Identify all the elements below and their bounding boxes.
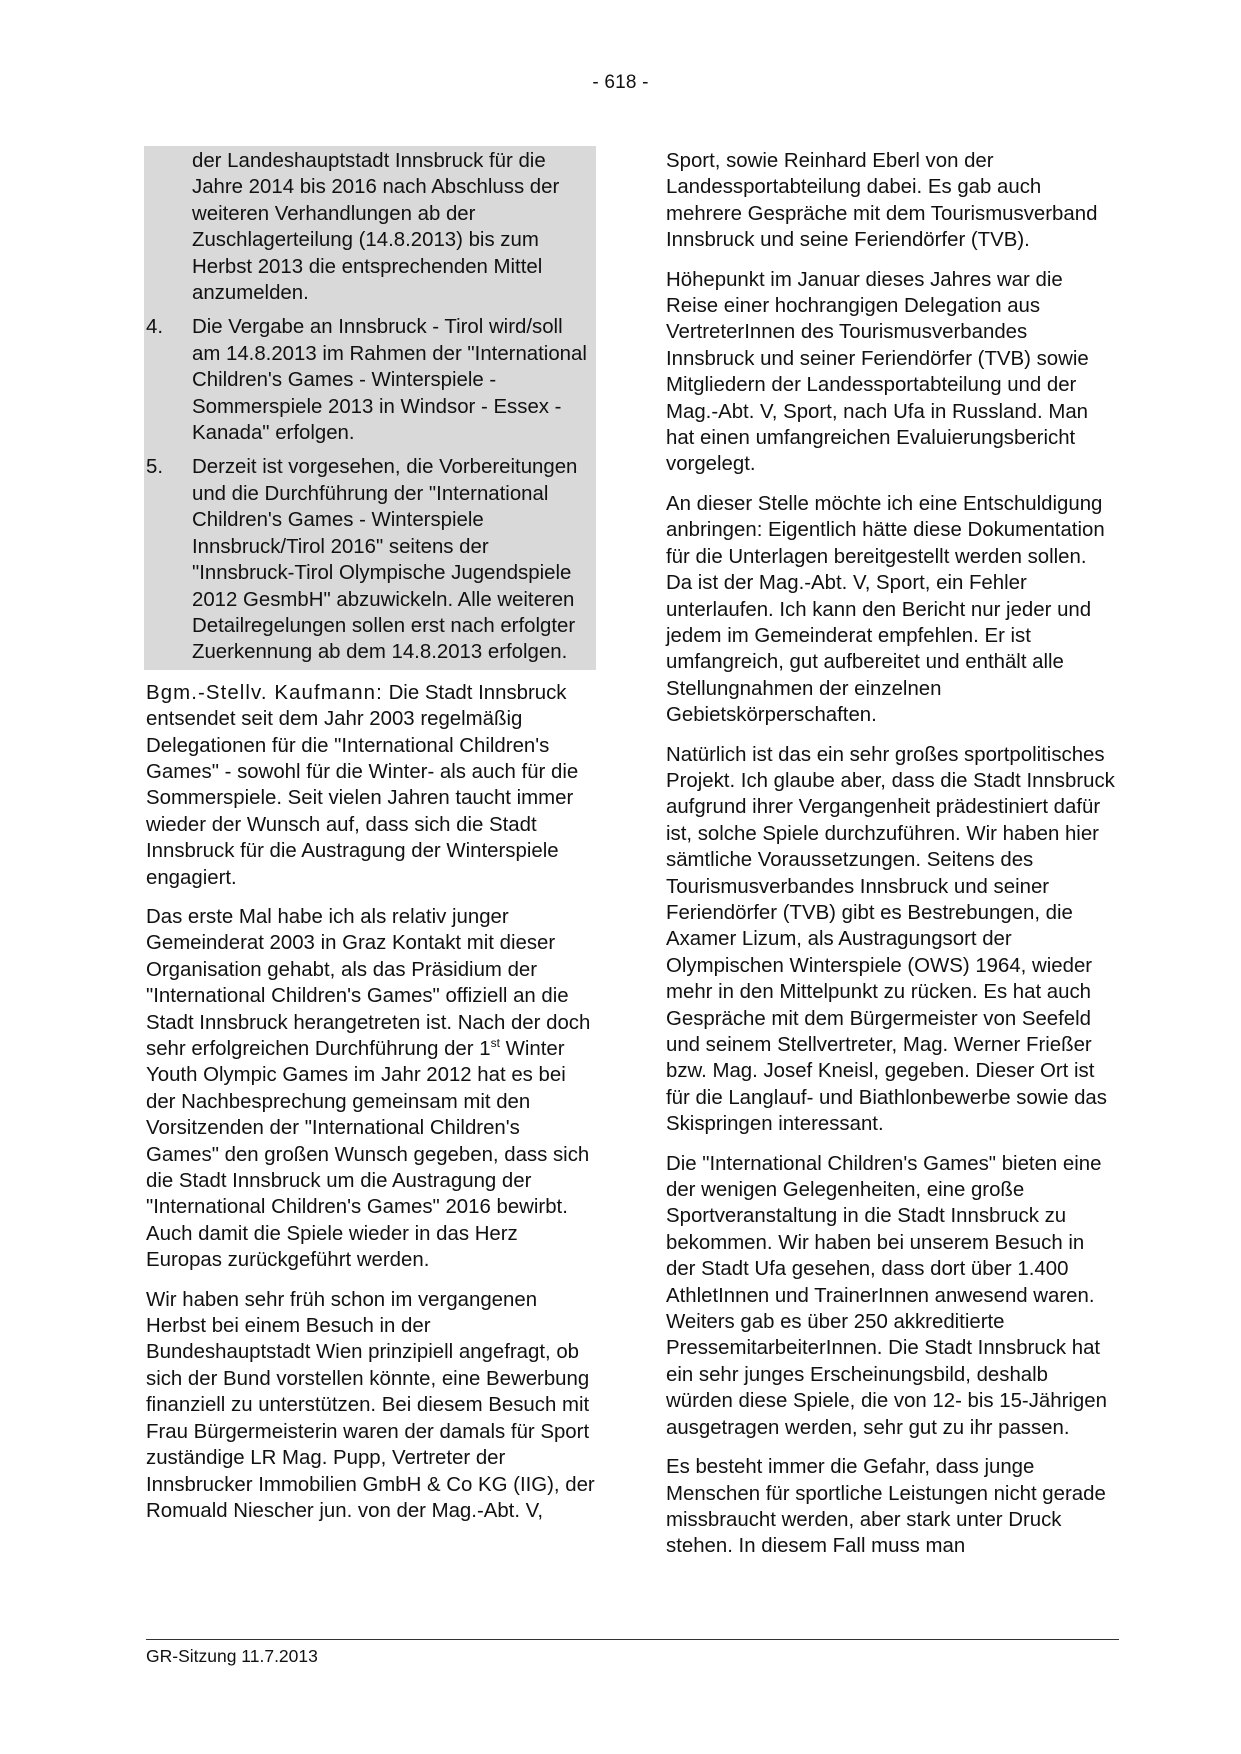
motion-item-4 xyxy=(146,314,592,446)
item-text: Derzeit ist vorgesehen, die Vorbereitungen und die Durchführung der "International Children's Games - Winterspiele Innsbruck/Tirol 2016" seitens der "Innsbruck-Tirol Olympische Jugendspiele 2012 GesmbH" abzuwickeln. Alle weiteren Detailregelungen sollen erst nach erfolgter Zuerkennung ab dem 14.8.2013 erfolgen. xyxy=(192,456,578,664)
item-number: 4. xyxy=(146,316,164,339)
item-number: 5. xyxy=(146,456,164,479)
paragraph-text: Die Stadt Innsbruck entsendet seit dem Jahr 2003 regelmäßig Delegationen für die "International Children's Games" - sowohl für die Winter- als auch für die Sommerspiele. Seit vielen Jahren taucht immer wieder der Wunsch auf, dass sich die Stadt Innsbruck für die Austragung der Winterspiele engagiert. xyxy=(146,681,579,889)
right-column xyxy=(666,148,1118,1573)
speech-paragraph-2 xyxy=(146,904,598,1274)
speech-paragraph-4: Sport, sowie Reinhard Eberl von der Landessportabteilung dabei. Es gab auch mehrere Gespräche mit dem Tourismusverband Innsbruck und seine Feriendörfer (TVB). xyxy=(666,150,1098,252)
motion-continuation: der Landeshauptstadt Innsbruck für die Jahre 2014 bis 2016 nach Abschluss der weiteren Verhandlungen ab der Zuschlagerteilung (14.8.2013) bis zum Herbst 2013 die entsprechenden Mittel anzumelden. xyxy=(192,150,560,305)
speech-paragraph-5: Höhepunkt im Januar dieses Jahres war die Reise einer hochrangigen Delegation aus VertreterInnen des Tourismusverbandes Innsbruck und seiner Feriendörfer (TVB) sowie Mitgliedern der Landessportabteilung und der Mag.-Abt. V, Sport, nach Ufa in Russland. Man hat einen umfangreichen Evaluierungsbericht vorgelegt. xyxy=(666,268,1089,476)
speech-paragraph-3: Wir haben sehr früh schon im vergangenen Herbst bei einem Besuch in der Bundeshauptstadt Wien prinzipiell angefragt, ob sich der Bund vorstellen könnte, eine Bewerbung finanziell zu unterstützen. Bei diesem Besuch mit Frau Bürgermeisterin waren der damals für Sport zuständige LR Mag. Pupp, Vertreter der Innsbrucker Immobilien GmbH & Co KG (IIG), der Romuald Niescher jun. von der Mag.-Abt. V, xyxy=(146,1288,595,1522)
speech-paragraph-8: Die "International Children's Games" bieten eine der wenigen Gelegenheiten, eine große Sportveranstaltung in die Stadt Innsbruck zu bekommen. Wir haben bei unserem Besuch in der Stadt Ufa gesehen, dass dort über 1.400 AthletInnen und TrainerInnen anwesend waren. Weiters gab es über 250 akkreditierte PressemitarbeiterInnen. Die Stadt Innsbruck hat ein sehr junges Erscheinungsbild, deshalb würden diese Spiele, die von 12- bis 15-Jährigen ausgetragen werden, sehr gut zu ihr passen. xyxy=(666,1152,1107,1439)
speech-paragraph-1 xyxy=(146,680,598,891)
speaker-name: Bgm.-Stellv. Kaufmann: xyxy=(146,681,383,704)
ordinal-superscript: st xyxy=(490,1036,500,1050)
item-text: Die Vergabe an Innsbruck - Tirol wird/soll am 14.8.2013 im Rahmen der "International Children's Games - Winterspiele - Sommerspiele 2013 in Windsor - Essex - Kanada" erfolgen. xyxy=(192,316,587,445)
footer-session-label: GR-Sitzung 11.7.2013 xyxy=(146,1646,318,1666)
paragraph-text-continued: Winter Youth Olympic Games im Jahr 2012 hat es bei der Nachbesprechung gemeinsam mit den Vorsitzenden der "International Children's Games" den großen Wunsch gegeben, dass sich die Stadt Innsbruck um die Austragung der "International Children's Games" 2016 bewirbt. Auch damit die Spiele wieder in das Herz Europas zurückgeführt werden. xyxy=(146,1038,590,1272)
motion-text-box xyxy=(144,146,596,670)
footer-divider xyxy=(146,1639,1119,1640)
speech-paragraph-7: Natürlich ist das ein sehr großes sportpolitisches Projekt. Ich glaube aber, dass die Stadt Innsbruck aufgrund ihrer Vergangenheit prädestiniert dafür ist, solche Spiele durchzuführen. Wir haben hier sämtliche Voraussetzungen. Seitens des Tourismusverbandes Innsbruck und seiner Feriendörfer (TVB) gibt es Bestrebungen, die Axamer Lizum, als Austragungsort der Olympischen Winterspiele (OWS) 1964, wieder mehr in den Mittelpunkt zu rücken. Es hat auch Gespräche mit dem Bürgermeister von Seefeld und seinem Stellvertreter, Mag. Werner Frießer bzw. Mag. Josef Kneisl, gegeben. Dieser Ort ist für die Langlauf- und Biathlonbewerbe sowie das Skispringen interessant. xyxy=(666,743,1115,1136)
paragraph-text: Das erste Mal habe ich als relativ junger Gemeinderat 2003 in Graz Kontakt mit dieser Organisation gehabt, als das Präsidium der "International Children's Games" offiziell an die Stadt Innsbruck herangetreten ist. Nach der doch sehr erfolgreichen Durchführung der 1 xyxy=(146,905,591,1060)
left-column xyxy=(146,146,598,1537)
speech-paragraph-6: An dieser Stelle möchte ich eine Entschuldigung anbringen: Eigentlich hätte diese Dokumentation für die Unterlagen bereitgestellt werden sollen. Da ist der Mag.-Abt. V, Sport, ein Fehler unterlaufen. Ich kann den Bericht nur jeder und jedem im Gemeinderat empfehlen. Er ist umfangreich, gut aufbereitet und enthält alle Stellungnahmen der einzelnen Gebietskörperschaften. xyxy=(666,492,1105,727)
page-number: - 618 - xyxy=(592,72,649,93)
motion-item-5 xyxy=(146,454,592,665)
speech-paragraph-9: Es besteht immer die Gefahr, dass junge Menschen für sportliche Leistungen nicht gerade missbraucht werden, aber stark unter Druck stehen. In diesem Fall muss man xyxy=(666,1456,1106,1558)
